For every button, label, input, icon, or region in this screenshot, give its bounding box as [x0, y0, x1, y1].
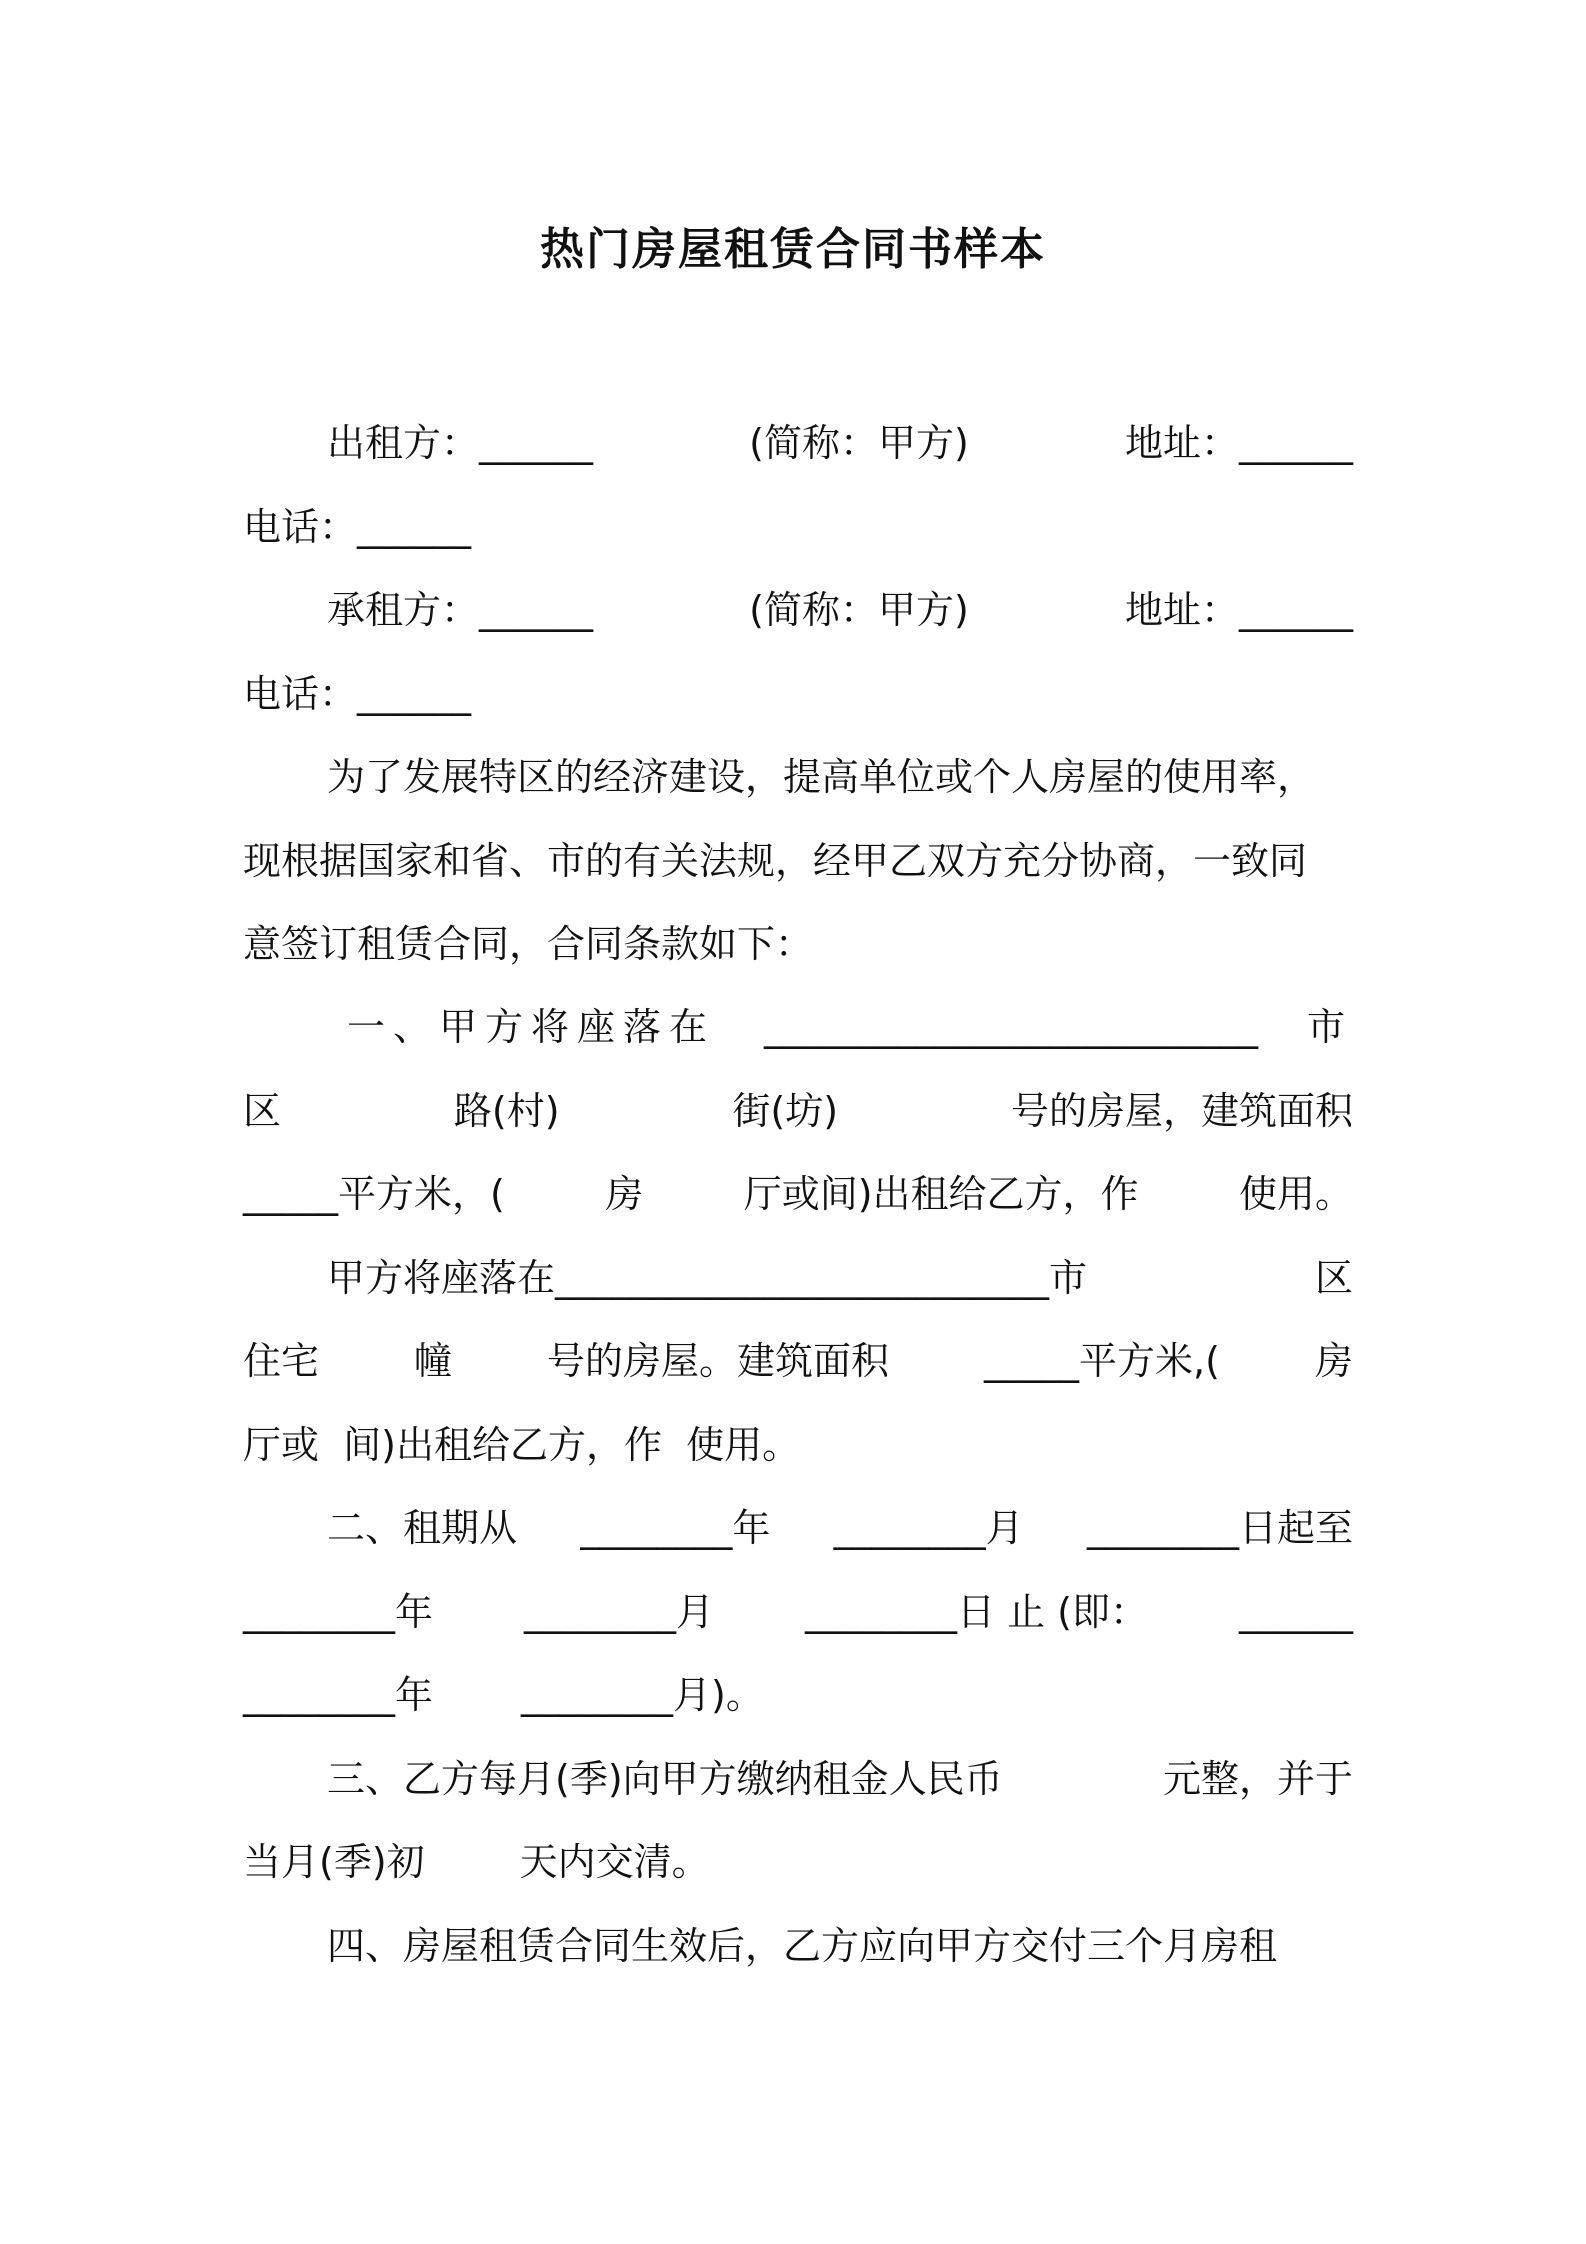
clause1-text: 幢 — [414, 1339, 453, 1383]
clause2-text: ________月)。 — [521, 1673, 764, 1717]
clause4-line-1 — [327, 1916, 1353, 1976]
lessee-label: 承租方：______ — [327, 588, 594, 632]
clause2-line-3 — [243, 1665, 1353, 1725]
clause1-line-1 — [347, 997, 1353, 1057]
clause4-text: 四、房屋租赁合同生效后，乙方应向甲方交付三个月房租 — [327, 1924, 1278, 1968]
clause1-text: _____平方米，( — [243, 1172, 505, 1216]
clause1-line-5 — [243, 1331, 1353, 1391]
clause1-line-2 — [243, 1081, 1353, 1141]
clause1-text: 房 — [605, 1172, 644, 1216]
intro-line-1 — [327, 747, 1353, 807]
clause1-blank: __________________________ — [764, 1005, 1258, 1049]
lessee-phone: 电话：______ — [243, 672, 472, 716]
clause2-text: ________月 — [524, 1590, 715, 1634]
clause2-text: ________年 — [243, 1673, 434, 1717]
lessor-phone: 电话：______ — [243, 505, 472, 549]
clause2-text: ________日起至 — [1086, 1506, 1353, 1550]
clause3-line-2 — [243, 1832, 1353, 1892]
clause2-text: 二、租期从 — [327, 1506, 518, 1550]
clause3-text: 当月(季)初 — [243, 1840, 425, 1884]
clause2-text: ________月 — [833, 1506, 1024, 1550]
clause3-line-1 — [327, 1749, 1353, 1809]
lessee-phone-line — [243, 664, 1353, 724]
clause2-text: ________年 — [243, 1590, 434, 1634]
clause3-text: 天内交清。 — [519, 1840, 710, 1884]
clause1-text: 厅或间)出租给乙方，作 — [743, 1172, 1139, 1216]
clause1-text: 使用。 — [1238, 1172, 1353, 1216]
clause1-line-3 — [243, 1164, 1353, 1224]
clause1-text: 路(村) — [453, 1089, 560, 1133]
clause1-text: 号的房屋。建筑面积 — [547, 1339, 890, 1383]
document-title: 热门房屋租赁合同书样本 — [540, 224, 1046, 275]
clause1-text: 区 — [1314, 1256, 1353, 1300]
clause1-text: 住宅 — [243, 1339, 320, 1383]
clause2-text: ________年 — [580, 1506, 771, 1550]
clause1-text: 市 — [1306, 1005, 1353, 1049]
lessor-label: 出租方：______ — [327, 421, 594, 465]
intro-text-1: 为了发展特区的经济建设，提高单位或个人房屋的使用率， — [327, 755, 1316, 799]
lessee-abbr: (简称：甲方) — [749, 588, 969, 632]
lessee-address: 地址：______ — [1124, 588, 1353, 632]
clause2-line-2 — [243, 1582, 1353, 1642]
clause1-text: 号的房屋，建筑面积 — [1010, 1089, 1353, 1133]
clause1-line-6 — [243, 1415, 1353, 1475]
clause3-text: 三、乙方每月(季)向甲方缴纳租金人民币 — [327, 1757, 1003, 1801]
clause1-text: 街(坊) — [732, 1089, 839, 1133]
intro-text-2: 现根据国家和省、市的有关法规，经甲乙双方充分协商，一致同 — [243, 839, 1308, 883]
intro-line-3 — [243, 914, 1353, 974]
lessee-line — [327, 580, 1353, 640]
clause2-line-1 — [327, 1498, 1353, 1558]
lessor-address: 地址：______ — [1124, 421, 1353, 465]
lessor-phone-line — [243, 497, 1353, 557]
clause3-text: 元整，并于 — [1162, 1757, 1353, 1801]
intro-line-2 — [243, 831, 1353, 891]
lessor-line — [327, 413, 1353, 473]
clause1-text: _____平方米,( — [984, 1339, 1220, 1383]
clause2-text: ______ — [1238, 1590, 1353, 1634]
clause1-line-4 — [327, 1248, 1353, 1308]
clause1-text: 一、甲方将座落在 — [347, 1005, 716, 1049]
intro-text-3: 意签订租赁合同，合同条款如下： — [243, 922, 814, 966]
clause1-text: 区 — [243, 1089, 282, 1133]
clause1-text: 房 — [1314, 1339, 1353, 1383]
lessor-abbr: (简称：甲方) — [749, 421, 969, 465]
clause2-text: ________日 止 (即： — [805, 1590, 1148, 1634]
clause1-text: 厅或 间)出租给乙方，作 使用。 — [243, 1423, 801, 1467]
clause1-text: 甲方将座落在__________________________市 — [327, 1256, 1088, 1300]
